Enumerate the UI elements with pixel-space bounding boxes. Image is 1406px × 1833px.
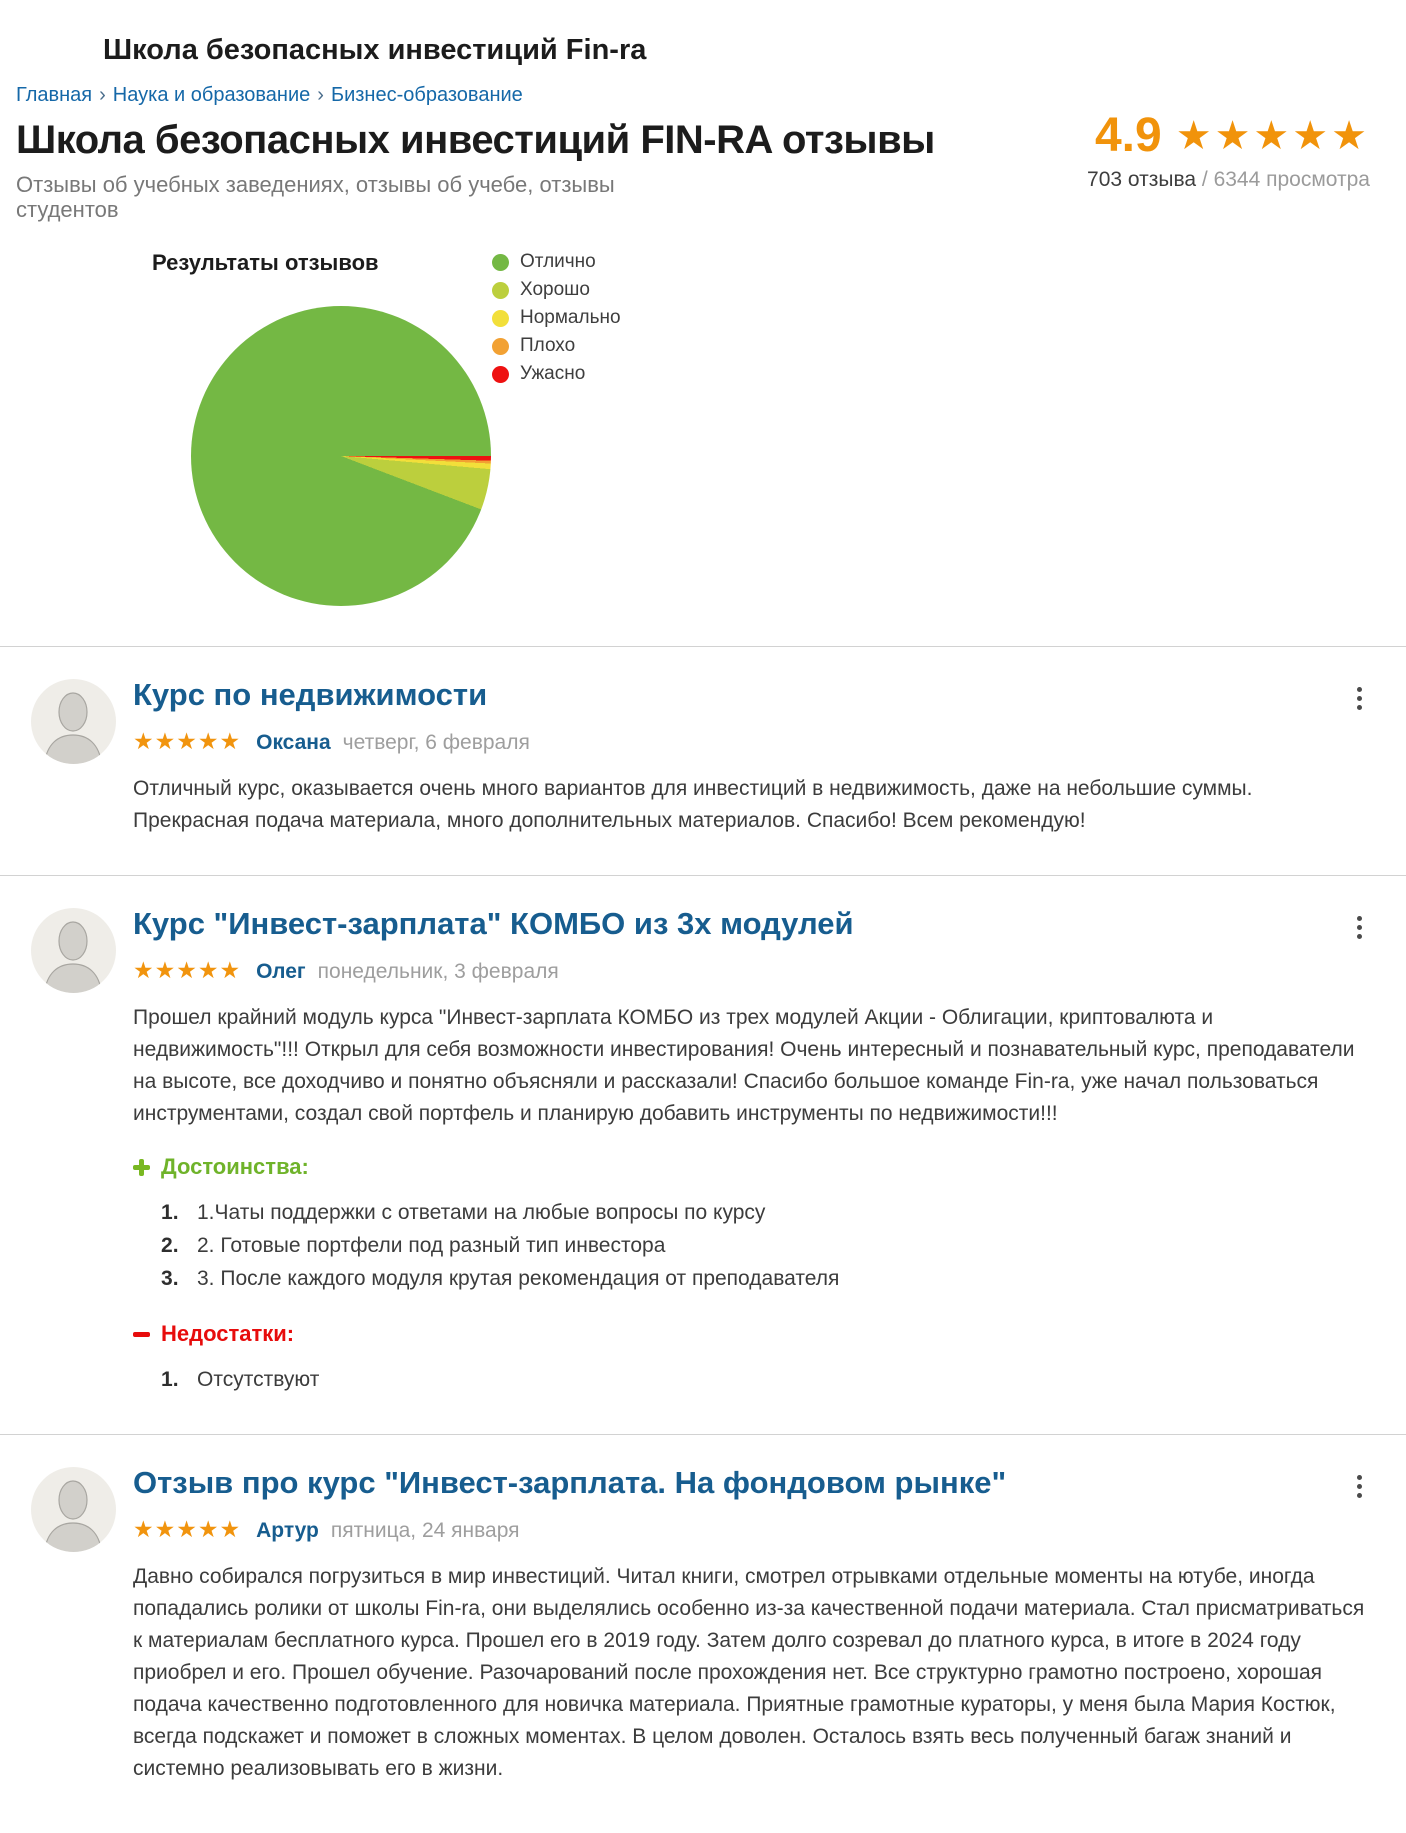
review-card [0,646,1406,875]
review-author[interactable]: Оксана [256,731,331,754]
avatar [31,908,116,993]
legend-item-good [492,276,621,304]
review-card [0,1434,1406,1785]
review-text: Давно собирался погрузиться в мир инвестиций. Читал книги, смотрел отрывками отдельные моменты на ютубе, иногда попадались ролики от школы Fin-ra, они выделялись особенно из-за качественной подачи материала. Стал присматриваться к материалам бесплатного курса. Прошел его в 2019 году. Затем долго созревал до платного курса, в итоге в 2024 году приобрел и его. Прошел обучение. Разочарований после прохождения нет. Все структурно грамотно построено, хорошая подача качественно подготовленного для новичка материала. Приятные грамотные кураторы, у меня была Мария Костюк, всегда подскажет и поможет в сложных моментах. В целом доволен. Осталось взять весь полученный багаж знаний и системно реализовывать его в жизни. [133,1565,1365,1780]
rating-counts [1087,168,1370,192]
pros-label: Достоинства: [161,1154,309,1179]
review-meta [133,957,1372,984]
pros-item: 2. Готовые портфели под разный тип инвестора [197,1234,666,1257]
review-date: четверг, 6 февраля [342,731,530,754]
breadcrumb-link-business-education[interactable]: Бизнес-образование [330,84,523,106]
plus-icon [133,1159,150,1176]
legend-item-terrible [492,360,621,388]
breadcrumb-separator: › [317,84,324,106]
legend-item-bad [492,332,621,360]
review-title[interactable]: Курс "Инвест-зарплата" КОМБО из 3х модулей [133,906,854,941]
cons-item: Отсутствуют [197,1368,320,1391]
review-date: пятница, 24 января [330,1519,520,1542]
rating-stars-icon: ★★★★★ [1175,114,1370,158]
kebab-menu-icon[interactable] [1353,1471,1366,1502]
counts-separator: / [1201,168,1208,191]
review-title[interactable]: Курс по недвижимости [133,677,488,712]
breadcrumb [16,84,1406,107]
views-count: 6344 просмотра [1213,168,1370,191]
legend-label-bad: Плохо [520,335,576,356]
review-title[interactable]: Отзыв про курс "Инвест-зарплата. На фондовом рынке" [133,1465,1007,1500]
review-author[interactable]: Артур [256,1519,319,1542]
page-title: Школа безопасных инвестиций FIN-RA отзывы [16,118,935,162]
legend-dot-terrible-icon [492,366,509,383]
page-subtitle: Отзывы об учебных заведениях, отзывы об учебе, отзывы студентов [16,172,615,222]
cons-section [133,1321,1372,1396]
kebab-menu-icon[interactable] [1353,912,1366,943]
cons-label: Недостатки: [161,1321,295,1346]
chart-legend [492,248,621,388]
breadcrumb-link-science-education[interactable]: Наука и образование [112,84,311,106]
review-date: понедельник, 3 февраля [317,960,559,983]
review-text: Прошел крайний модуль курса "Инвест-зарплата КОМБО из трех модулей Акции - Облигации, криптовалюта и недвижимость"!!! Открыл для себя возможности инвестирования! Очень интересный и познавательный курс, преподаватели на высоте, все доходчиво и понятно объясняли и рассказали! Спасибо большое команде Fin-ra, уже начал пользоваться инструментами, создал свой портфель и планирую добавить инструменты по недвижимости!!! [133,1006,1355,1125]
pros-list [161,1196,1372,1295]
star-rating-icon: ★★★★★ [133,728,242,754]
legend-dot-good-icon [492,282,509,299]
star-rating-icon: ★★★★★ [133,1516,242,1542]
avatar [31,679,116,764]
review-card [0,875,1406,1434]
review-meta [133,728,1372,755]
breadcrumb-link-home[interactable]: Главная [16,84,93,106]
legend-label-good: Хорошо [520,279,590,300]
cons-list [161,1363,1372,1396]
pros-item: 3. После каждого модуля крутая рекомендация от преподавателя [197,1267,840,1290]
breadcrumb-separator: › [99,84,106,106]
review-text: Отличный курс, оказывается очень много вариантов для инвестиций в недвижимость, даже на небольшие суммы. Прекрасная подача материала, много дополнительных материалов. Спасибо! Всем рекомендую! [133,777,1253,832]
kebab-menu-icon[interactable] [1353,683,1366,714]
legend-label-excellent: Отлично [520,251,596,272]
site-title: Школа безопасных инвестиций Fin-ra [103,34,647,66]
legend-dot-bad-icon [492,338,509,355]
reviews-pie-chart [191,306,491,606]
star-rating-icon: ★★★★★ [133,957,242,983]
minus-icon [133,1326,150,1343]
review-results-section [0,244,1406,646]
legend-label-normal: Нормально [520,307,621,328]
chart-title: Результаты отзывов [152,250,379,275]
legend-item-normal [492,304,621,332]
legend-dot-normal-icon [492,310,509,327]
rating-summary [1087,109,1370,192]
pros-item: 1.Чаты поддержки с ответами на любые вопросы по курсу [197,1201,766,1224]
legend-dot-excellent-icon [492,254,509,271]
reviews-count: 703 отзыва [1087,168,1197,191]
review-meta [133,1516,1372,1543]
legend-label-terrible: Ужасно [520,363,586,384]
rating-value: 4.9 [1094,109,1162,162]
legend-item-excellent [492,248,621,276]
review-author[interactable]: Олег [256,960,306,983]
avatar [31,1467,116,1552]
pros-section [133,1154,1372,1295]
